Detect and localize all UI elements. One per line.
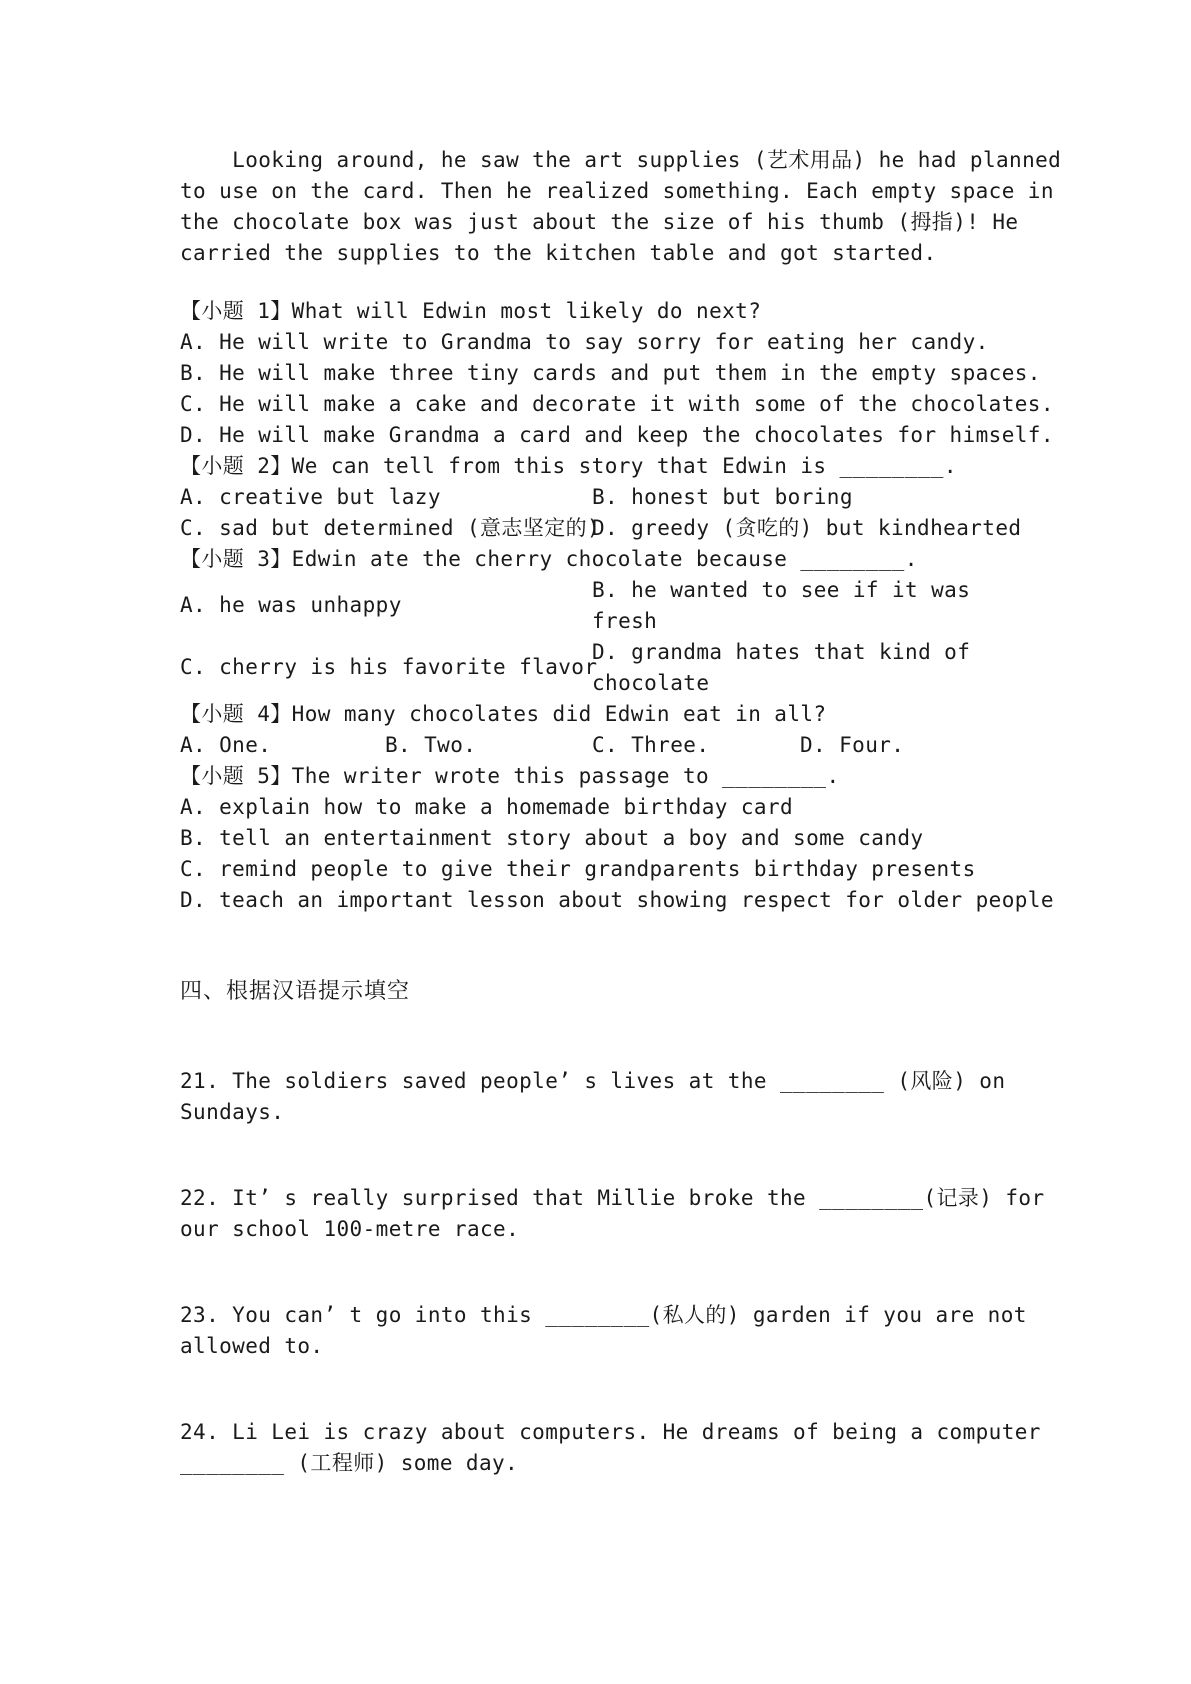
question-5-option-c: C. remind people to give their grandparents birthday presents (180, 857, 976, 881)
question-4-option-b: B. Two. (385, 733, 477, 757)
question-3-stem: 【小题 3】Edwin ate the cherry chocolate because ________. (180, 547, 918, 571)
question-1-option-b: B. He will make three tiny cards and put them in the empty spaces. (180, 361, 1041, 385)
question-5-option-d: D. teach an important lesson about showing respect for older people (180, 888, 1054, 912)
fill-item-24-line-2: ________ (工程师) some day. (180, 1451, 519, 1475)
question-5-option-a: A. explain how to make a homemade birthday card (180, 795, 794, 819)
question-2-option-c: C. sad but determined (意志坚定的) (180, 516, 601, 540)
fill-item-23-line-2: allowed to. (180, 1334, 324, 1358)
question-2-option-b: B. honest but boring (592, 485, 853, 509)
passage-line-3: the chocolate box was just about the size of his thumb (拇指)! He (180, 210, 1019, 234)
question-3-option-b: B. he wanted to see if it was (592, 578, 971, 602)
question-1-option-c: C. He will make a cake and decorate it with some of the chocolates. (180, 392, 1054, 416)
question-1-option-d: D. He will make Grandma a card and keep the chocolates for himself. (180, 423, 1054, 447)
question-1-stem: 【小题 1】What will Edwin most likely do next? (180, 299, 762, 323)
passage-line-1: Looking around, he saw the art supplies (艺术用品) he had planned (180, 148, 1062, 172)
question-3-option-a: A. he was unhappy (180, 593, 402, 617)
question-4-option-c: C. Three. (592, 733, 710, 757)
question-1-option-a: A. He will write to Grandma to say sorry for eating her candy. (180, 330, 989, 354)
fill-item-24-line-1: 24. Li Lei is crazy about computers. He dreams of being a computer (180, 1420, 1041, 1444)
fill-item-22-line-2: our school 100-metre race. (180, 1217, 520, 1241)
question-3-option-d-cont: chocolate (592, 671, 710, 695)
passage-line-4: carried the supplies to the kitchen table and got started. (180, 241, 937, 265)
fill-item-21-line-1: 21. The soldiers saved people’ s lives at the ________ (风险) on (180, 1069, 1006, 1093)
fill-item-21-line-2: Sundays. (180, 1100, 285, 1124)
fill-item-23-line-1: 23. You can’ t go into this ________(私人的) garden if you are not (180, 1303, 1027, 1327)
question-5-stem: 【小题 5】The writer wrote this passage to ________. (180, 764, 840, 788)
question-3-option-c: C. cherry is his favorite flavor (180, 655, 598, 679)
question-2-option-a: A. creative but lazy (180, 485, 441, 509)
question-3-option-d: D. grandma hates that kind of (592, 640, 971, 664)
section-heading: 四、根据汉语提示填空 (180, 979, 411, 1004)
question-4-option-d: D. Four. (800, 733, 905, 757)
question-4-option-a: A. One. (180, 733, 272, 757)
question-4-stem: 【小题 4】How many chocolates did Edwin eat in all? (180, 702, 827, 726)
question-5-option-b: B. tell an entertainment story about a boy and some candy (180, 826, 924, 850)
passage-line-2: to use on the card. Then he realized something. Each empty space in (180, 179, 1054, 203)
question-3-option-b-cont: fresh (592, 609, 658, 633)
fill-item-22-line-1: 22. It’ s really surprised that Millie broke the ________(记录) for (180, 1186, 1045, 1210)
question-2-stem: 【小题 2】We can tell from this story that Edwin is ________. (180, 454, 957, 478)
question-2-option-d: D. greedy (贪吃的) but kindhearted (592, 516, 1022, 540)
